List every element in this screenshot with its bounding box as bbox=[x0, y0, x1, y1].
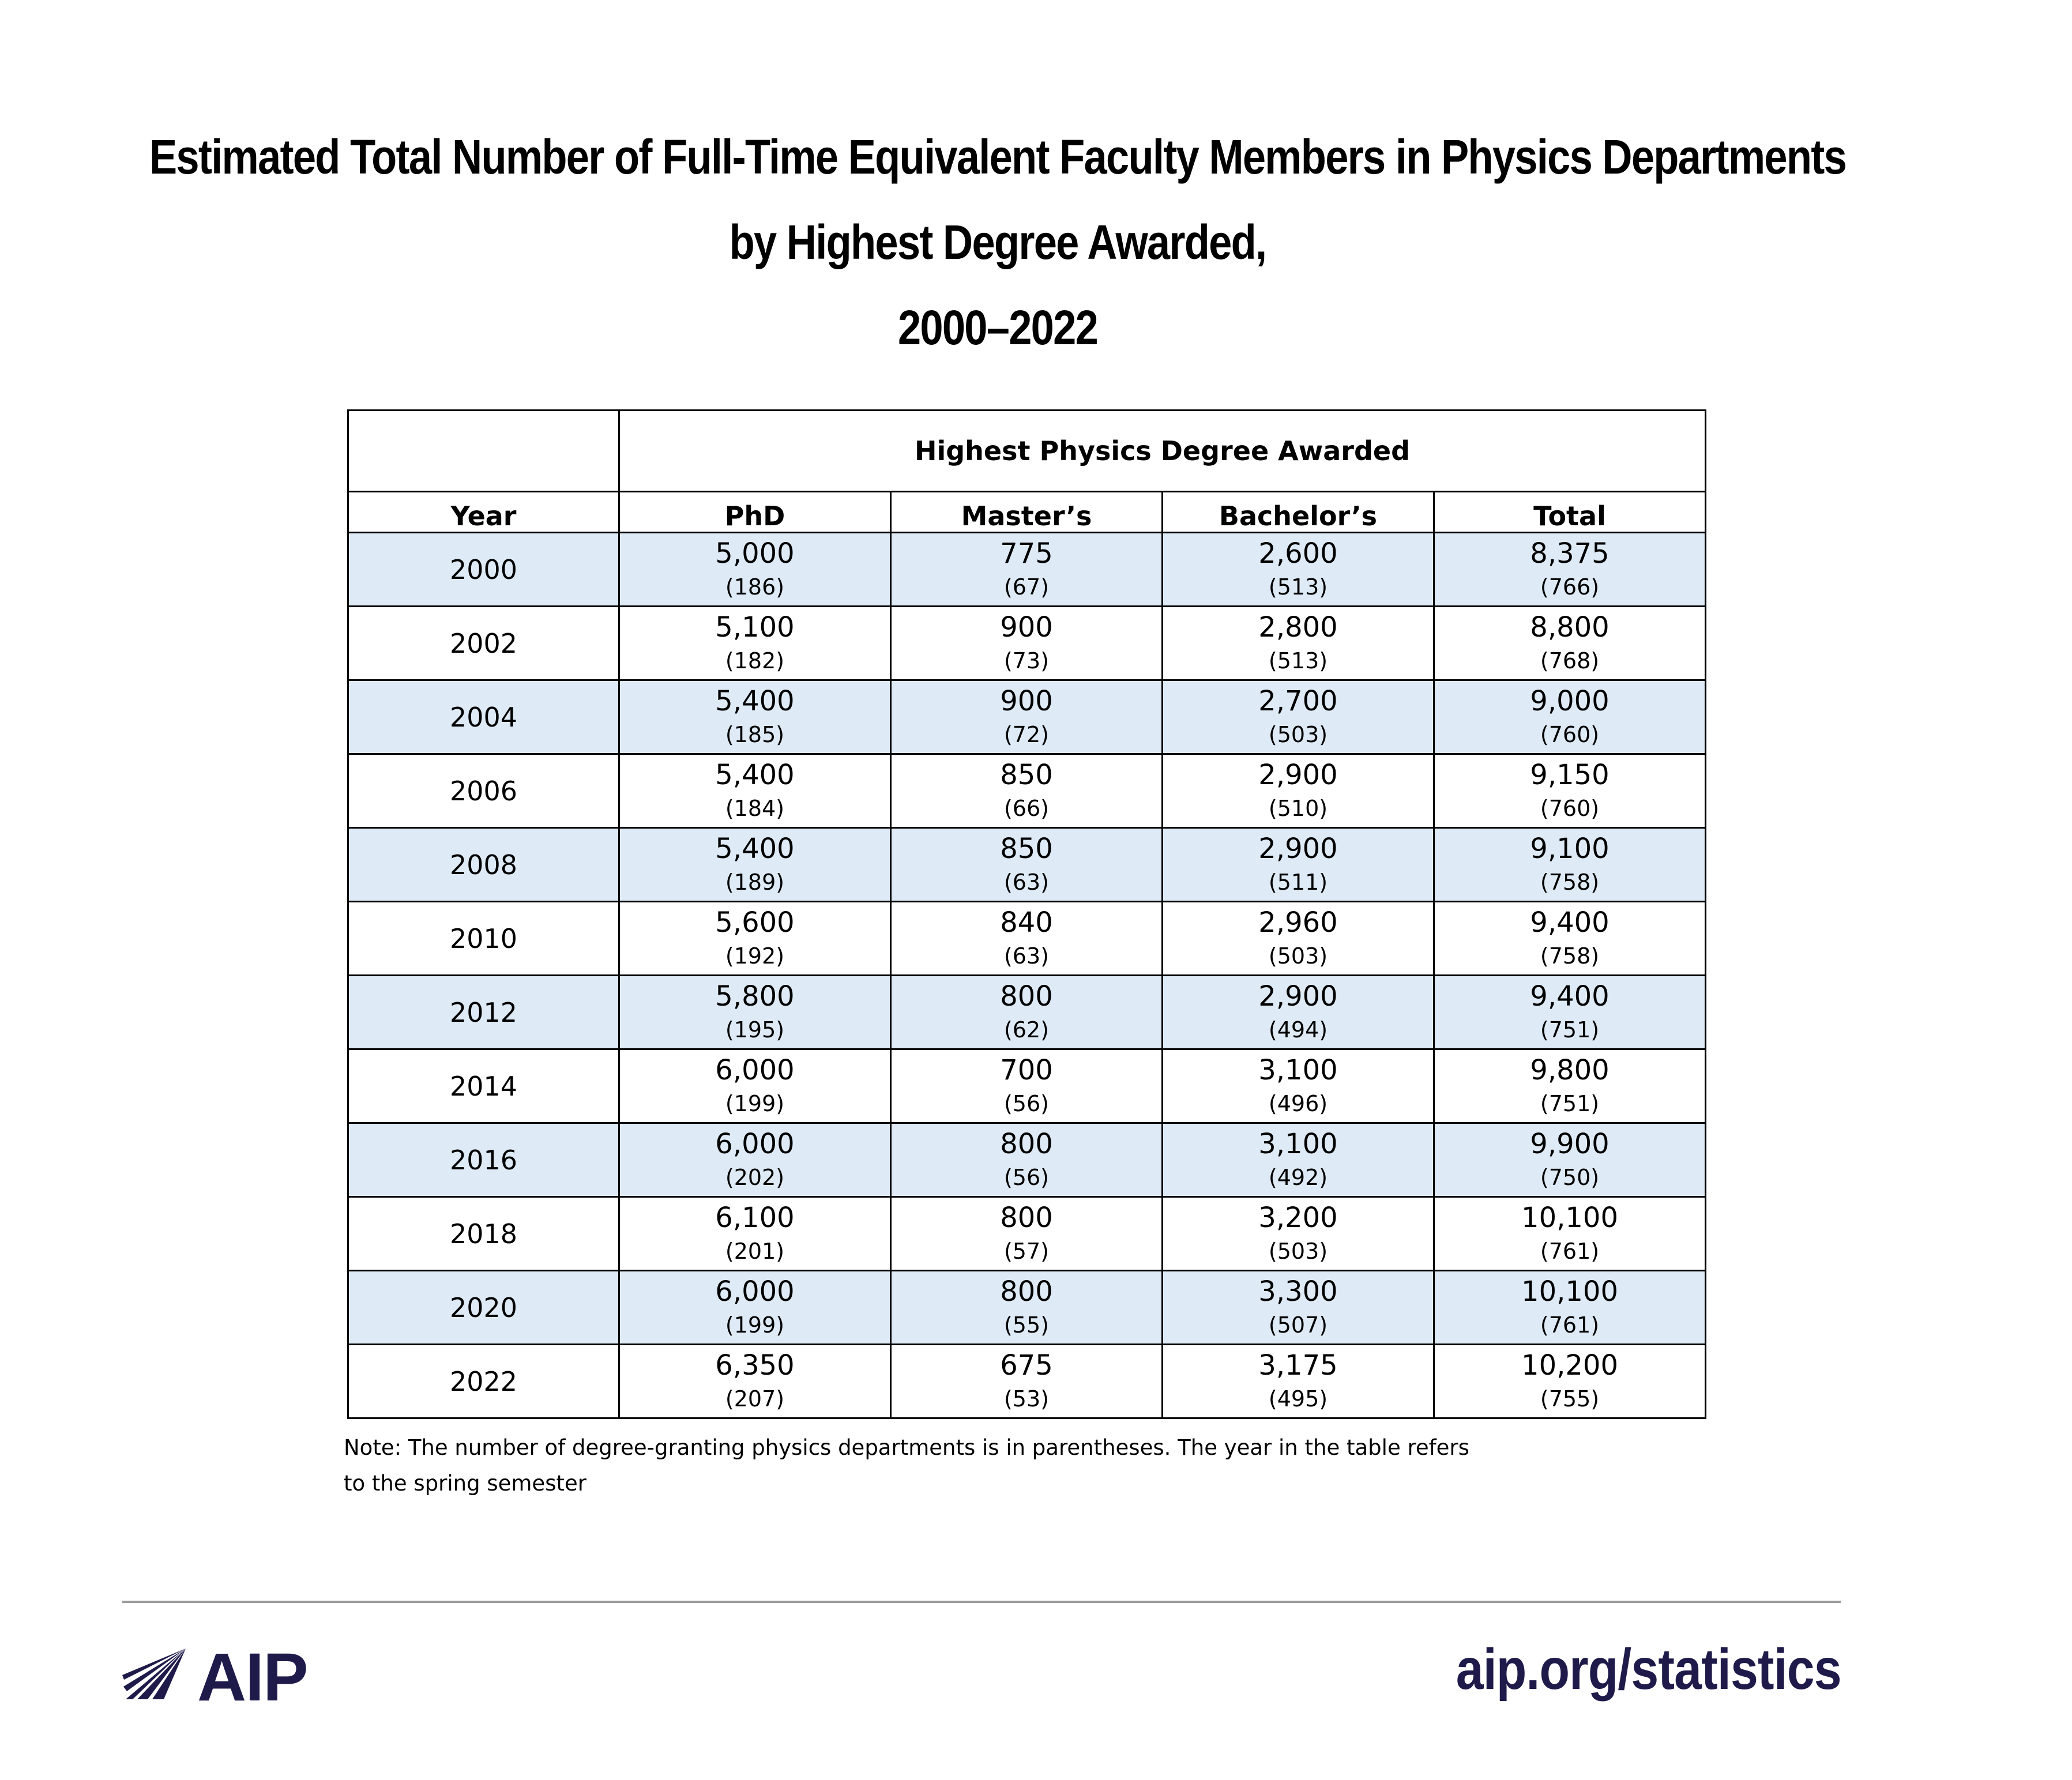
total-department-count: (755) bbox=[1540, 1386, 1600, 1412]
total-department-count: (766) bbox=[1540, 574, 1600, 600]
total-cell bbox=[1434, 607, 1706, 680]
faculty-table bbox=[347, 409, 1706, 1419]
bachelors-department-count: (503) bbox=[1268, 721, 1328, 747]
masters-value: 840 bbox=[1000, 906, 1053, 939]
phd-value: 5,100 bbox=[715, 611, 795, 643]
bachelors-cell bbox=[1163, 1197, 1434, 1271]
year-cell: 2002 bbox=[348, 607, 619, 680]
bachelors-value: 2,600 bbox=[1258, 537, 1338, 570]
table-row bbox=[348, 754, 1706, 828]
total-value: 8,375 bbox=[1530, 537, 1610, 570]
masters-value: 800 bbox=[1000, 980, 1053, 1013]
phd-cell bbox=[619, 1345, 891, 1418]
table-note bbox=[344, 1430, 1612, 1501]
year-cell: 2020 bbox=[348, 1271, 619, 1345]
title-line-3: 2000–2022 bbox=[897, 300, 1098, 355]
bachelors-value: 3,300 bbox=[1258, 1275, 1338, 1308]
phd-department-count: (195) bbox=[725, 1017, 785, 1043]
column-header-row bbox=[348, 492, 1706, 533]
masters-department-count: (55) bbox=[1003, 1312, 1049, 1338]
masters-cell bbox=[891, 754, 1163, 828]
total-cell bbox=[1434, 1197, 1706, 1271]
phd-department-count: (207) bbox=[725, 1386, 785, 1412]
bachelors-value: 3,175 bbox=[1258, 1349, 1338, 1382]
footer-divider bbox=[122, 1601, 1841, 1603]
group-header: Highest Physics Degree Awarded bbox=[619, 411, 1706, 492]
phd-cell bbox=[619, 976, 891, 1049]
year-cell: 2000 bbox=[348, 533, 619, 607]
phd-value: 6,350 bbox=[715, 1349, 795, 1382]
masters-department-count: (56) bbox=[1003, 1090, 1049, 1116]
column-header-year: Year bbox=[348, 492, 619, 533]
phd-department-count: (189) bbox=[725, 869, 785, 895]
title-line-1: Estimated Total Number of Full-Time Equivalent Faculty Members in Physics Departments bbox=[149, 130, 1847, 184]
bachelors-department-count: (492) bbox=[1268, 1164, 1328, 1190]
bachelors-department-count: (503) bbox=[1268, 943, 1328, 969]
total-value: 8,800 bbox=[1530, 611, 1610, 643]
phd-cell bbox=[619, 680, 891, 754]
phd-value: 6,100 bbox=[715, 1201, 795, 1234]
phd-department-count: (199) bbox=[725, 1312, 785, 1338]
bachelors-department-count: (507) bbox=[1268, 1312, 1328, 1338]
total-cell bbox=[1434, 902, 1706, 976]
column-header-bachelors: Bachelor’s bbox=[1163, 492, 1434, 533]
phd-cell bbox=[619, 533, 891, 607]
phd-cell bbox=[619, 902, 891, 976]
bachelors-department-count: (494) bbox=[1268, 1017, 1328, 1043]
bachelors-department-count: (513) bbox=[1268, 574, 1328, 600]
masters-cell bbox=[891, 1271, 1163, 1345]
masters-value: 775 bbox=[1000, 537, 1053, 570]
total-cell bbox=[1434, 680, 1706, 754]
masters-value: 900 bbox=[1000, 611, 1053, 643]
bachelors-department-count: (513) bbox=[1268, 648, 1328, 673]
logo-text: AIP bbox=[197, 1639, 307, 1715]
table-row bbox=[348, 828, 1706, 902]
note-line-2: to the spring semester bbox=[344, 1471, 586, 1496]
table-row bbox=[348, 1123, 1706, 1197]
column-header-total: Total bbox=[1434, 492, 1706, 533]
masters-department-count: (67) bbox=[1003, 574, 1049, 600]
bachelors-department-count: (496) bbox=[1268, 1090, 1328, 1116]
phd-value: 6,000 bbox=[715, 1127, 795, 1160]
phd-value: 5,800 bbox=[715, 980, 795, 1013]
table-row bbox=[348, 1049, 1706, 1123]
masters-department-count: (57) bbox=[1003, 1238, 1049, 1264]
bachelors-department-count: (503) bbox=[1268, 1238, 1328, 1264]
phd-department-count: (192) bbox=[725, 943, 785, 969]
phd-value: 5,400 bbox=[715, 832, 795, 865]
total-value: 9,400 bbox=[1530, 980, 1610, 1013]
total-department-count: (758) bbox=[1540, 943, 1600, 969]
total-value: 10,200 bbox=[1521, 1349, 1618, 1382]
total-cell bbox=[1434, 1123, 1706, 1197]
masters-value: 850 bbox=[1000, 758, 1053, 791]
table-row bbox=[348, 976, 1706, 1049]
masters-value: 700 bbox=[1000, 1053, 1053, 1086]
phd-value: 5,400 bbox=[715, 684, 795, 717]
column-header-masters: Master’s bbox=[891, 492, 1163, 533]
table-row bbox=[348, 1197, 1706, 1271]
masters-cell bbox=[891, 680, 1163, 754]
phd-department-count: (202) bbox=[725, 1164, 785, 1190]
phd-value: 5,400 bbox=[715, 758, 795, 791]
bachelors-value: 2,960 bbox=[1258, 906, 1338, 939]
masters-department-count: (53) bbox=[1003, 1386, 1049, 1412]
aip-logo-icon bbox=[122, 1646, 191, 1704]
total-cell bbox=[1434, 754, 1706, 828]
masters-value: 675 bbox=[1000, 1349, 1053, 1382]
bachelors-cell bbox=[1163, 533, 1434, 607]
total-cell bbox=[1434, 1049, 1706, 1123]
bachelors-department-count: (511) bbox=[1268, 869, 1328, 895]
page-title bbox=[140, 130, 1856, 389]
bachelors-value: 2,900 bbox=[1258, 980, 1338, 1013]
total-cell bbox=[1434, 976, 1706, 1049]
note-line-1: Note: The number of degree-granting physics departments is in parentheses. The year in the table refers bbox=[344, 1435, 1469, 1460]
phd-cell bbox=[619, 607, 891, 680]
masters-department-count: (63) bbox=[1003, 943, 1049, 969]
masters-value: 800 bbox=[1000, 1275, 1053, 1308]
bachelors-value: 2,700 bbox=[1258, 684, 1338, 717]
phd-department-count: (201) bbox=[725, 1238, 785, 1264]
masters-department-count: (73) bbox=[1003, 648, 1049, 673]
footer-url[interactable]: aip.org/statistics bbox=[1456, 1637, 1841, 1702]
masters-cell bbox=[891, 976, 1163, 1049]
phd-department-count: (182) bbox=[725, 648, 785, 673]
masters-value: 900 bbox=[1000, 684, 1053, 717]
bachelors-cell bbox=[1163, 754, 1434, 828]
masters-department-count: (63) bbox=[1003, 869, 1049, 895]
masters-value: 850 bbox=[1000, 832, 1053, 865]
year-cell: 2018 bbox=[348, 1197, 619, 1271]
phd-cell bbox=[619, 828, 891, 902]
masters-cell bbox=[891, 902, 1163, 976]
phd-department-count: (185) bbox=[725, 721, 785, 747]
masters-department-count: (62) bbox=[1003, 1017, 1049, 1043]
total-value: 9,000 bbox=[1530, 684, 1610, 717]
total-value: 9,150 bbox=[1530, 758, 1610, 791]
total-value: 9,100 bbox=[1530, 832, 1610, 865]
bachelors-cell bbox=[1163, 1049, 1434, 1123]
total-department-count: (761) bbox=[1540, 1238, 1600, 1264]
bachelors-cell bbox=[1163, 902, 1434, 976]
bachelors-value: 2,900 bbox=[1258, 832, 1338, 865]
total-department-count: (768) bbox=[1540, 648, 1600, 673]
bachelors-cell bbox=[1163, 1271, 1434, 1345]
total-value: 9,900 bbox=[1530, 1127, 1610, 1160]
total-cell bbox=[1434, 533, 1706, 607]
total-department-count: (760) bbox=[1540, 721, 1600, 747]
phd-value: 6,000 bbox=[715, 1275, 795, 1308]
column-header-phd: PhD bbox=[619, 492, 891, 533]
bachelors-department-count: (495) bbox=[1268, 1386, 1328, 1412]
bachelors-cell bbox=[1163, 976, 1434, 1049]
empty-header-cell bbox=[348, 411, 619, 492]
total-cell bbox=[1434, 1271, 1706, 1345]
total-cell bbox=[1434, 828, 1706, 902]
total-department-count: (751) bbox=[1540, 1090, 1600, 1116]
bachelors-value: 2,900 bbox=[1258, 758, 1338, 791]
masters-cell bbox=[891, 1197, 1163, 1271]
total-value: 9,400 bbox=[1530, 906, 1610, 939]
year-cell: 2014 bbox=[348, 1049, 619, 1123]
bachelors-department-count: (510) bbox=[1268, 795, 1328, 821]
bachelors-cell bbox=[1163, 680, 1434, 754]
phd-department-count: (186) bbox=[725, 574, 785, 600]
year-cell: 2006 bbox=[348, 754, 619, 828]
masters-cell bbox=[891, 533, 1163, 607]
total-value: 10,100 bbox=[1521, 1201, 1618, 1234]
total-department-count: (758) bbox=[1540, 869, 1600, 895]
phd-department-count: (199) bbox=[725, 1090, 785, 1116]
year-cell: 2004 bbox=[348, 680, 619, 754]
table-row bbox=[348, 1271, 1706, 1345]
total-department-count: (750) bbox=[1540, 1164, 1600, 1190]
masters-department-count: (56) bbox=[1003, 1164, 1049, 1190]
table-body bbox=[348, 533, 1706, 1418]
masters-cell bbox=[891, 1345, 1163, 1418]
masters-cell bbox=[891, 1123, 1163, 1197]
masters-cell bbox=[891, 607, 1163, 680]
phd-cell bbox=[619, 754, 891, 828]
total-department-count: (761) bbox=[1540, 1312, 1600, 1338]
year-cell: 2016 bbox=[348, 1123, 619, 1197]
group-header-row bbox=[348, 411, 1706, 492]
year-cell: 2010 bbox=[348, 902, 619, 976]
total-value: 10,100 bbox=[1521, 1275, 1618, 1308]
phd-cell bbox=[619, 1271, 891, 1345]
year-cell: 2012 bbox=[348, 976, 619, 1049]
phd-cell bbox=[619, 1197, 891, 1271]
masters-cell bbox=[891, 1049, 1163, 1123]
masters-department-count: (72) bbox=[1003, 721, 1049, 747]
title-line-2: by Highest Degree Awarded, bbox=[729, 215, 1266, 269]
bachelors-cell bbox=[1163, 1123, 1434, 1197]
bachelors-value: 3,100 bbox=[1258, 1053, 1338, 1086]
masters-value: 800 bbox=[1000, 1201, 1053, 1234]
bachelors-value: 3,200 bbox=[1258, 1201, 1338, 1234]
year-cell: 2022 bbox=[348, 1345, 619, 1418]
bachelors-cell bbox=[1163, 1345, 1434, 1418]
phd-cell bbox=[619, 1123, 891, 1197]
bachelors-cell bbox=[1163, 607, 1434, 680]
table-row bbox=[348, 902, 1706, 976]
masters-department-count: (66) bbox=[1003, 795, 1049, 821]
bachelors-value: 3,100 bbox=[1258, 1127, 1338, 1160]
table-row bbox=[348, 533, 1706, 607]
table-row bbox=[348, 607, 1706, 680]
bachelors-value: 2,800 bbox=[1258, 611, 1338, 643]
phd-cell bbox=[619, 1049, 891, 1123]
year-cell: 2008 bbox=[348, 828, 619, 902]
total-cell bbox=[1434, 1345, 1706, 1418]
table-row bbox=[348, 680, 1706, 754]
masters-cell bbox=[891, 828, 1163, 902]
total-value: 9,800 bbox=[1530, 1053, 1610, 1086]
masters-value: 800 bbox=[1000, 1127, 1053, 1160]
phd-value: 5,000 bbox=[715, 537, 795, 570]
phd-value: 5,600 bbox=[715, 906, 795, 939]
aip-logo bbox=[122, 1639, 330, 1715]
total-department-count: (751) bbox=[1540, 1017, 1600, 1043]
total-department-count: (760) bbox=[1540, 795, 1600, 821]
table-row bbox=[348, 1345, 1706, 1418]
phd-department-count: (184) bbox=[725, 795, 785, 821]
bachelors-cell bbox=[1163, 828, 1434, 902]
phd-value: 6,000 bbox=[715, 1053, 795, 1086]
